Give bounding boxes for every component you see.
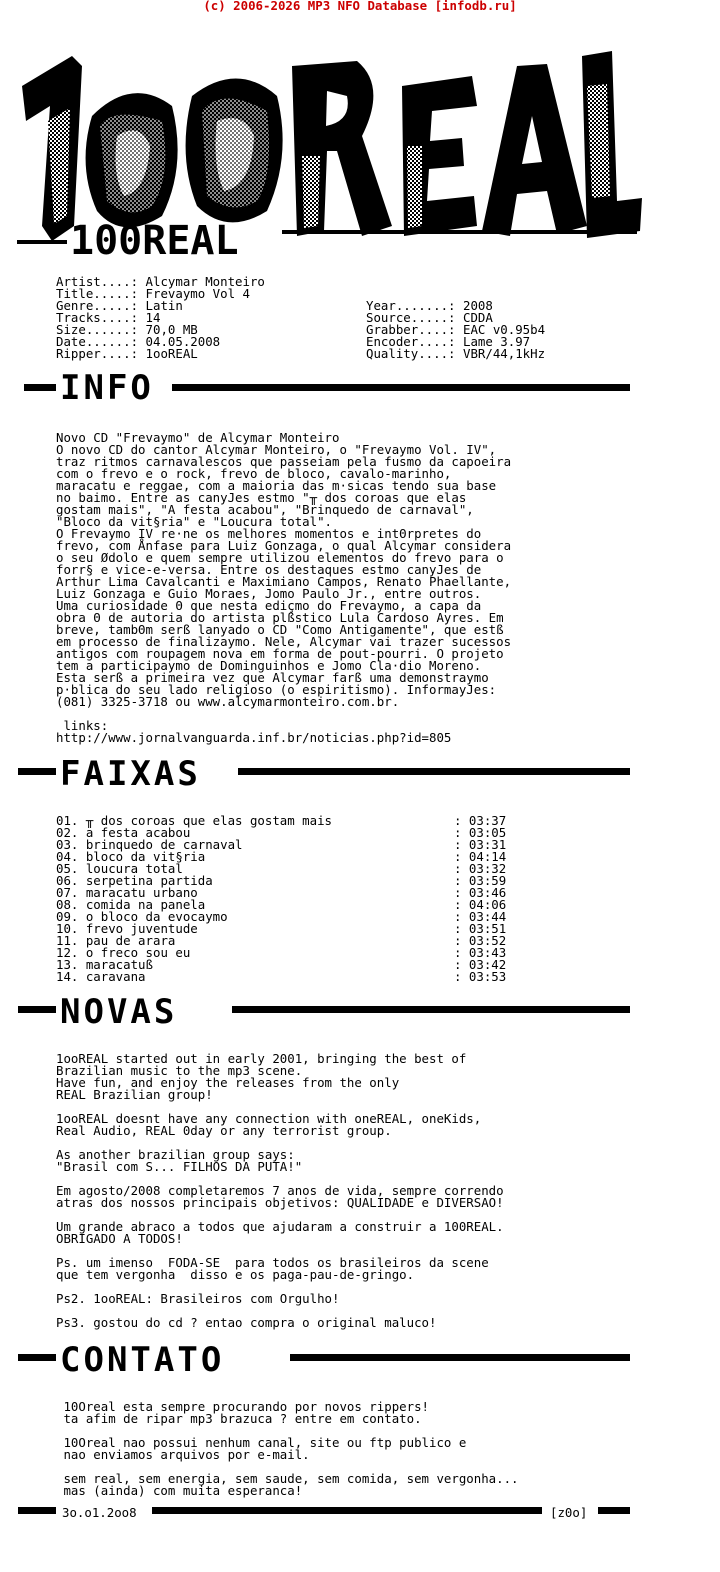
track-time: : 03:32	[454, 861, 507, 876]
track-time: : 04:06	[454, 897, 507, 912]
track-time: : 03:46	[454, 885, 507, 900]
track-number: 06.	[56, 873, 86, 888]
faixas-section-title: FAIXAS	[60, 754, 201, 794]
meta-value: 2008	[455, 298, 493, 313]
footer-bar-right	[598, 1507, 630, 1514]
meta-label: Source.....:	[366, 310, 456, 325]
track-title: o bloco da evocaymo	[85, 909, 228, 924]
meta-value: Latin	[138, 298, 183, 313]
footer-bar-mid	[152, 1507, 542, 1514]
contato-bar-left	[18, 1354, 56, 1361]
track-time: : 04:14	[454, 849, 507, 864]
footer-bar-left	[18, 1507, 56, 1514]
meta-value: 04.05.2008	[138, 334, 221, 349]
track-number: 08.	[56, 897, 86, 912]
meta-value: 14	[138, 310, 161, 325]
meta-label: Encoder....:	[366, 334, 456, 349]
track-time: : 03:51	[454, 921, 507, 936]
track-number: 13.	[56, 957, 86, 972]
track-time: : 03:42	[454, 957, 507, 972]
track-time: : 03:31	[454, 837, 507, 852]
meta-value: 1ooREAL	[138, 346, 198, 361]
track-time: : 03:43	[454, 945, 507, 960]
release-meta-right	[366, 300, 545, 360]
track-title: caravana	[85, 969, 146, 984]
track-number: 01.	[56, 813, 86, 828]
track-time: : 03:59	[454, 873, 507, 888]
track-number: 07.	[56, 885, 86, 900]
novas-bar-left	[18, 1006, 56, 1013]
footer-tag: [z0o]	[550, 1505, 588, 1520]
info-bar-left	[24, 384, 56, 391]
contato-bar-right	[290, 1354, 630, 1361]
track-title: pau de arara	[85, 933, 176, 948]
faixas-bar-left	[18, 768, 56, 775]
release-meta-left	[56, 276, 265, 360]
track-title: frevo juventude	[85, 921, 198, 936]
footer-date: 3o.o1.2oo8	[62, 1505, 137, 1520]
copyright-banner: (c) 2006-2026 MP3 NFO Database [infodb.ru]	[203, 0, 517, 13]
meta-value: EAC v0.95b4	[455, 322, 546, 337]
track-title: serpetina partida	[85, 873, 213, 888]
meta-value: 70,0 MB	[138, 322, 198, 337]
info-text: Novo CD "Frevaymo" de Alcymar Monteiro O novo CD do cantor Alcymar Monteiro, o "Frevaymo Vol. IV", traz ritmos carnavalescos que passeiam pela fusmo da capoeira com o frevo e o rock, frevo de bloco, cavalo-marinho, maracatu e reggae, com a maioria das m·sicas tendo sua base no baimo. Entre as canyJes estmo "╥ dos coroas que elas gostam mais", "A festa acabou", "Brinquedo de carnaval", "Bloco da vit§ria" e "Loucura total". O Frevaymo IV re·ne os melhores momentos e intΘrpretes do frevo, com Ånfase para Luiz Gonzaga, o qual Alcymar considera o seu Ødolo e quem sempre utilizou elementos do frevo para o forr§ e vice-e-versa. Entre os destaques estmo canyJes de Arthur Lima Cavalcanti e Maximiano Campos, Renato Phaellante, Luiz Gonzaga e Guio Moraes, Jomo Paulo Jr., entre outros. Uma curiosidade Θ que nesta ediçmo do Frevaymo, a capa da obra Θ de autoria do artista plßstico Lula Cardoso Ayres. Em breve, tambΘm serß lanyado o CD "Como Antigamente", que estß em processo de finalizaymo. Nele, Alcymar vai trazer sucessos antigos com roupagem nova em forma de pout-pourri. O projeto tem a participaymo de Dominguinhos e Jomo Cla·dio Moreno. Esta serß a primeira vez que Alcymar farß uma demonstraymo p·blica do seu lado religioso (o espiritismo). InformayJes: (081) 3325-3718 ou www.alcymarmonteiro.com.br. links: http://www.jornalvanguarda.inf.br/noticias.php?id=805	[56, 430, 512, 745]
track-title: a festa acabou	[85, 825, 191, 840]
track-title: loucura total	[85, 861, 183, 876]
track-number: 11.	[56, 933, 86, 948]
meta-value: VBR/44,1kHz	[455, 346, 546, 361]
meta-label: Date......:	[56, 334, 139, 349]
track-title: brinquedo de carnaval	[85, 837, 243, 852]
track-title: maracatuß	[85, 957, 153, 972]
novas-text: 1ooREAL started out in early 2001, bringing the best of Brazilian music to the mp3 scene. Have fun, and enjoy the releases from the only REAL Brazilian group! 1ooREAL doesnt have any connection with oneREAL, oneKids, Real Audio, REAL 0day or any terrorist group. As another brazilian group says: "Brasil com S... FILHOS DA PUTA!" Em agosto/2008 completaremos 7 anos de vida, sempre correndo atras dos nossos principais objetivos: QUALIDADE e DIVERSAO! Um grande abraco a todos que ajudaram a construir a 100REAL. OBRIGADO A TODOS! Ps. um imenso FODA-SE para todos os brasileiros da scene que tem vergonha disso e os paga-pau-de-gringo. Ps2. 1ooREAL: Brasileiros com Orgulho! Ps3. gostou do cd ? entao compra o original maluco!	[56, 1051, 504, 1330]
logo-subtitle: 100REAL	[70, 218, 239, 264]
novas-bar-right	[232, 1006, 630, 1013]
meta-label: Grabber....:	[366, 322, 456, 337]
logo-bar-right	[282, 230, 637, 234]
track-title: maracatu urbano	[85, 885, 198, 900]
meta-label: Genre.....:	[56, 298, 139, 313]
meta-label: Ripper....:	[56, 346, 139, 361]
meta-value: Alcymar Monteiro	[138, 274, 265, 289]
meta-label: Quality....:	[366, 346, 456, 361]
faixas-bar-right	[238, 768, 630, 775]
meta-value: Frevaymo Vol 4	[138, 286, 250, 301]
track-row	[56, 971, 516, 983]
meta-row	[56, 348, 265, 360]
contato-text: 10Oreal esta sempre procurando por novos rippers! ta afim de ripar mp3 brazuca ? entre em contato. 10Oreal nao possui nenhum canal, site ou ftp publico e nao enviamos arquivos por e-mail. sem real, sem energia, sem saude, sem comida, sem vergonha... mas (ainda) com muita esperanca!	[63, 1399, 519, 1498]
meta-label: Title.....:	[56, 286, 139, 301]
contato-section-title: CONTATO	[60, 1340, 225, 1380]
track-number: 14.	[56, 969, 86, 984]
info-section-title: INFO	[60, 368, 154, 408]
meta-label: Year.......:	[366, 298, 456, 313]
meta-label: Artist....:	[56, 274, 139, 289]
track-time: : 03:05	[454, 825, 507, 840]
group-logo	[12, 26, 642, 266]
track-list	[56, 815, 516, 983]
meta-value: Lame 3.97	[455, 334, 531, 349]
meta-label: Tracks....:	[56, 310, 139, 325]
logo-bar-left	[17, 240, 67, 244]
track-number: 09.	[56, 909, 86, 924]
track-number: 10.	[56, 921, 86, 936]
track-number: 02.	[56, 825, 86, 840]
track-number: 05.	[56, 861, 86, 876]
info-bar-right	[172, 384, 630, 391]
track-title: comida na panela	[85, 897, 206, 912]
track-title: o freco sou eu	[85, 945, 191, 960]
track-title: bloco da vit§ria	[85, 849, 206, 864]
track-title: ╥ dos coroas que elas gostam mais	[85, 813, 333, 828]
meta-value: CDDA	[455, 310, 493, 325]
track-number: 04.	[56, 849, 86, 864]
track-number: 12.	[56, 945, 86, 960]
track-number: 03.	[56, 837, 86, 852]
track-time: : 03:52	[454, 933, 507, 948]
meta-label: Size......:	[56, 322, 139, 337]
track-time: : 03:53	[454, 969, 507, 984]
track-time: : 03:37	[454, 813, 507, 828]
novas-section-title: NOVAS	[60, 992, 178, 1032]
meta-row	[366, 348, 545, 360]
track-time: : 03:44	[454, 909, 507, 924]
